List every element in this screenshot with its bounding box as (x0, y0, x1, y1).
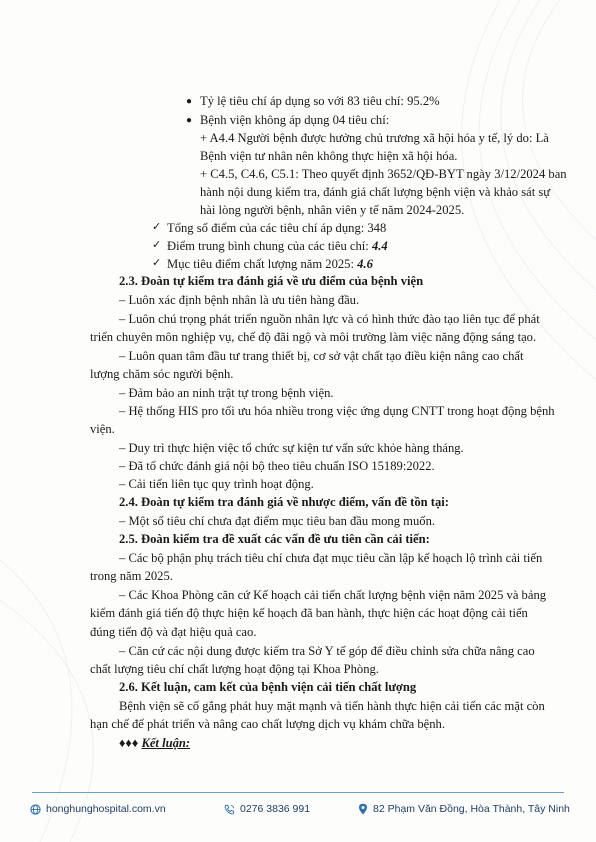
target-score-line (167, 256, 373, 273)
diamond-marks: ♦♦♦ (119, 736, 142, 750)
proposal-line: trong năm 2025. (90, 569, 173, 583)
footer-address[interactable] (358, 803, 570, 815)
phone-icon (224, 804, 235, 815)
strength-line: – Luôn chú trọng phát triển nguồn nhân lực và có hình thức đào tạo liên tục để phát (119, 312, 540, 326)
conclusion-label: Kết luận: (141, 736, 191, 750)
footer-website[interactable] (30, 803, 166, 815)
strength-line: – Cải tiến liên tục quy trình hoạt động. (119, 477, 314, 491)
website-text: honghunghospital.com.vn (46, 803, 166, 815)
criteria-rate-line: Tỷ lệ tiêu chí áp dụng so với 83 tiêu chí: 95.2% (200, 94, 440, 108)
avg-score-line (167, 238, 388, 255)
checkmark-icon: ✓ (152, 257, 162, 269)
strength-line: – Luôn quan tâm đầu tư trang thiết bị, cơ sở vật chất tạo điều kiện nâng cao chất (119, 349, 524, 363)
proposal-line: – Các Khoa Phòng căn cứ Kế hoạch cải tiến chất lượng bệnh viện năm 2025 và bảng (119, 588, 547, 602)
c45-line-3: hài lòng người bệnh, nhân viên y tế năm 2024-2025. (200, 203, 465, 217)
strength-line: – Đã tổ chức đánh giá nội bộ theo tiêu chuẩn ISO 15189:2022. (119, 459, 435, 473)
strength-line: lượng chăm sóc người bệnh. (90, 367, 234, 381)
strength-line: – Luôn xác định bệnh nhân là ưu tiên hàng đầu. (119, 293, 360, 307)
location-pin-icon (358, 803, 368, 815)
globe-icon (30, 804, 41, 815)
section-2-3-heading: 2.3. Đoàn tự kiểm tra đánh giá về ưu điểm của bệnh viện (119, 274, 424, 288)
section-2-4-heading: 2.4. Đoàn tự kiểm tra đánh giá về nhược điểm, vấn đề tồn tại: (119, 495, 449, 509)
page-footer (0, 800, 596, 820)
strength-line: – Duy trì thực hiện việc tổ chức sự kiện tư vấn sức khỏe hàng tháng. (119, 441, 464, 455)
strength-line: viện. (90, 422, 115, 436)
checkmark-icon: ✓ (152, 239, 162, 251)
proposal-line: – Căn cứ các nội dung được kiểm tra Sở Y tế góp để điều chỉnh sửa chữa nâng cao (119, 644, 535, 658)
proposal-line: chất lượng tiêu chí chất lượng hoạt động tại Khoa Phòng. (90, 662, 379, 676)
total-score-line: Tổng số điểm của các tiêu chí áp dụng: 348 (167, 221, 387, 235)
bullet-dot: ● (186, 96, 193, 107)
commitment-line: hạn chế để phát triển và nâng cao chất lượng dịch vụ khám chữa bệnh. (90, 717, 445, 731)
target-score-value: 4.6 (357, 257, 373, 271)
section-2-6-heading: 2.6. Kết luận, cam kết của bệnh viện cải tiến chất lượng (119, 680, 417, 694)
strength-line: triển chuyên môn nghiệp vụ, chế độ đãi ngộ và môi trường làm việc năng động sáng tạo. (90, 330, 537, 344)
checkmark-icon: ✓ (152, 221, 162, 233)
bullet-dot: ● (186, 115, 193, 126)
avg-score-value: 4.4 (371, 239, 388, 253)
target-score-label: Mục tiêu điểm chất lượng năm 2025: (167, 257, 358, 271)
address-text: 82 Phạm Văn Đồng, Hòa Thành, Tây Ninh (373, 803, 570, 815)
a44-line-2: Bệnh viện tư nhân nên không thực hiện xã hội hóa. (200, 149, 458, 163)
section-2-5-heading: 2.5. Đoàn kiểm tra đề xuất các vấn đề ưu tiên cần cải tiến: (119, 532, 430, 546)
footer-divider (32, 792, 564, 793)
c45-line-1: + C4.5, C4.6, C5.1: Theo quyết định 3652/QĐ-BYT ngày 3/12/2024 ban (200, 167, 567, 181)
proposal-line: kiểm đánh giá tiến độ thực hiện kế hoạch đã ban hành, thực hiện các hoạt động cải tiến (90, 606, 528, 620)
weakness-line: – Một số tiêu chí chưa đạt điểm mục tiêu ban đầu mong muốn. (119, 514, 436, 528)
strength-line: – Hệ thống HIS pro tối ưu hóa nhiều trong việc ứng dụng CNTT trong hoạt động bệnh (119, 404, 555, 418)
strength-line: – Đảm bảo an ninh trật tự trong bệnh viện. (119, 386, 334, 400)
phone-text: 0276 3836 991 (240, 803, 311, 815)
a44-line-1: + A4.4 Người bệnh được hưởng chủ trương xã hội hóa y tế, lý do: Là (200, 131, 549, 145)
conclusion-line (119, 735, 190, 752)
footer-phone[interactable] (224, 803, 310, 815)
c45-line-2: hành nội dung kiểm tra, đánh giá chất lượng bệnh viện và khảo sát sự (200, 185, 551, 199)
avg-score-label: Điểm trung bình chung của các tiêu chí: (167, 239, 372, 253)
proposal-line: – Các bộ phận phụ trách tiêu chí chưa đạt mục tiêu cần lập kế hoạch lộ trình cải tiến (119, 551, 543, 565)
not-applied-line: Bệnh viện không áp dụng 04 tiêu chí: (200, 113, 390, 127)
proposal-line: đúng tiến độ và đạt hiệu quả cao. (90, 625, 257, 639)
commitment-line: Bệnh viện sẽ cố gắng phát huy mặt mạnh và tiến hành thực hiện cải tiến các mặt còn (119, 699, 545, 713)
